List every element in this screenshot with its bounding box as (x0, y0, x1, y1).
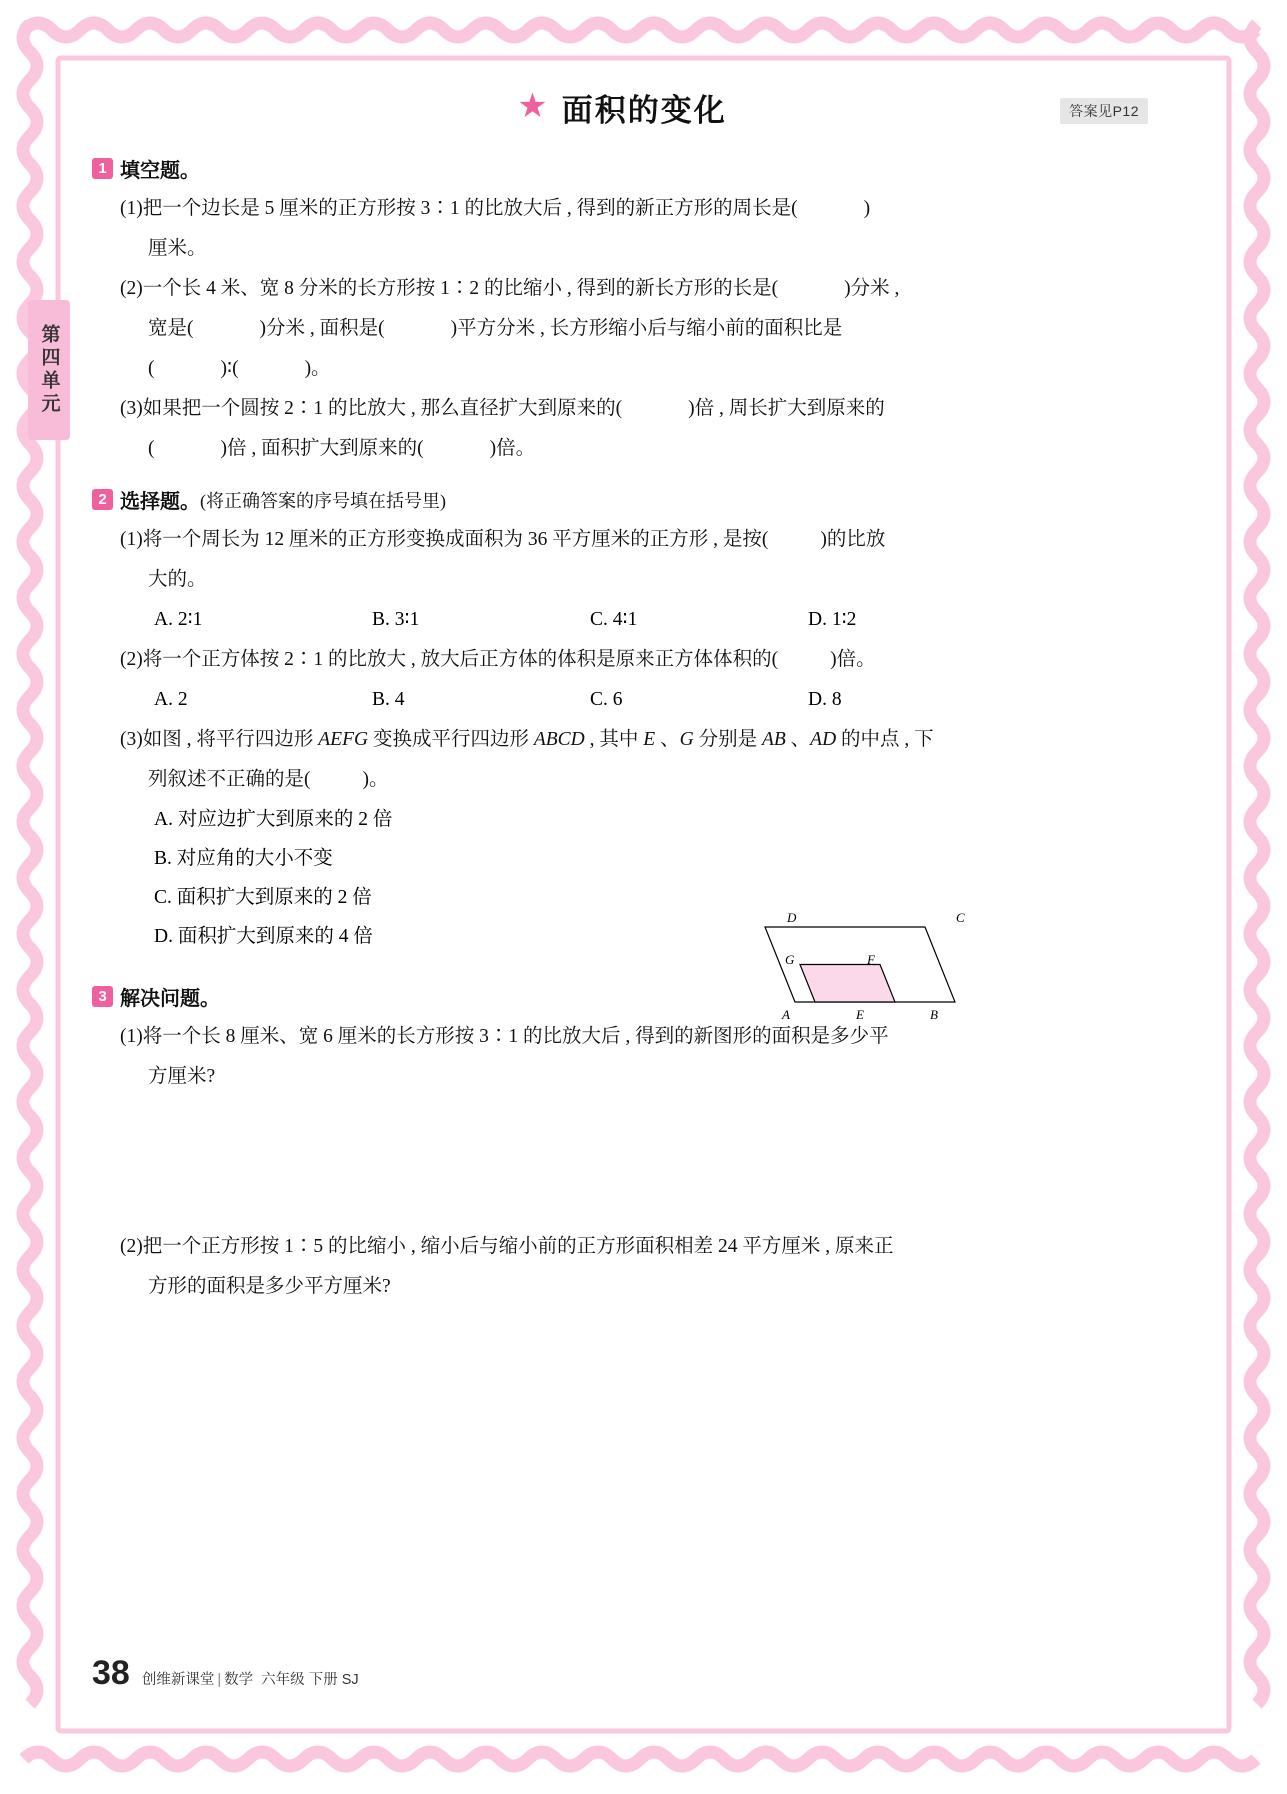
q2-2-text-b: )倍。 (830, 649, 876, 670)
question-2-1-options (154, 600, 1152, 640)
q1-2-text-b: )分米 , (844, 278, 900, 299)
option-a[interactable]: A. 2 (154, 689, 188, 710)
option-d[interactable]: D. 1∶2 (808, 609, 857, 630)
page-number: 38 (92, 1654, 130, 1692)
parallelogram-graphic (760, 902, 970, 1022)
q2-3-text-k: )。 (362, 769, 389, 790)
question-2-2-options (154, 680, 1152, 720)
unit-tab (28, 300, 70, 440)
q2-3-seg-ad: AD (810, 729, 837, 750)
figure-label-D: D (787, 910, 797, 925)
q1-2-text-h: )。 (304, 358, 331, 379)
option-b[interactable]: B. 3∶1 (372, 609, 420, 630)
q1-1-text-a: (1)把一个边长是 5 厘米的正方形按 3∶1 的比放大后 , 得到的新正方形的周长是( (120, 198, 798, 219)
q1-3-text-c: ( (148, 438, 155, 459)
footer-brand: 创维新课堂 (141, 1672, 215, 1688)
option-d[interactable]: D. 面积扩大到原来的 4 倍 (154, 926, 373, 947)
figure-label-G: G (785, 952, 795, 967)
section-problem-solving (92, 982, 1152, 1457)
question-2-3-options (154, 800, 1152, 956)
answer-space-1[interactable] (92, 1097, 1152, 1227)
question-2-3-cont (148, 760, 1152, 800)
q2-3-text-a: (3)如图 , 将平行四边形 (120, 729, 319, 750)
q2-3-point-g: G (679, 729, 694, 750)
q2-3-figure-name-2: ABCD (533, 729, 585, 750)
option-d[interactable]: D. 8 (808, 689, 842, 710)
q2-3-text-c: , 其中 (584, 729, 644, 750)
question-2-2 (120, 640, 1152, 680)
option-a[interactable]: A. 对应边扩大到原来的 2 倍 (154, 809, 393, 830)
section-1-number: 1 (92, 158, 113, 179)
q3-1-text-a: (1)将一个长 8 厘米、宽 6 厘米的长方形按 3∶1 的比放大后 , 得到的新图形的面积是多少平 (120, 1026, 889, 1047)
question-1-3 (120, 389, 1152, 429)
section-2-title: 选择题。 (120, 491, 200, 513)
question-1-2-cont-2 (148, 349, 1152, 389)
section-3-title: 解决问题。 (120, 988, 220, 1010)
option-c[interactable]: C. 4∶1 (590, 609, 638, 630)
answer-reference-badge: 答案见P12 (1060, 98, 1148, 124)
section-1-title: 填空题。 (120, 160, 200, 182)
q1-2-text-g: )∶( (220, 358, 239, 379)
section-2-number: 2 (92, 489, 113, 510)
option-c[interactable]: C. 面积扩大到原来的 2 倍 (154, 887, 372, 908)
star-icon: ★ (517, 88, 548, 125)
question-3-2 (120, 1227, 1152, 1267)
section-3-number: 3 (92, 986, 113, 1007)
q1-1-text-c: 厘米。 (148, 238, 207, 259)
question-1-2 (120, 269, 1152, 309)
option-b[interactable]: B. 4 (372, 689, 405, 710)
section-multiple-choice (92, 485, 1152, 956)
section-2-heading (92, 485, 1152, 514)
answer-space-2[interactable] (92, 1307, 1152, 1457)
footer-grade: 六年级 下册 SJ (261, 1672, 359, 1688)
figure-label-A: A (782, 1007, 790, 1022)
q1-2-text-a: (2)一个长 4 米、宽 8 分米的长方形按 1∶2 的比缩小 , 得到的新长方形的长是( (120, 278, 779, 299)
parallelogram-figure (760, 902, 970, 1022)
unit-tab-label: 第四单元 (38, 324, 60, 416)
figure-label-E: E (856, 1007, 864, 1022)
q2-3-text-f: 分别是 (693, 729, 762, 750)
figure-label-C: C (956, 910, 965, 925)
question-1-2-cont-1 (148, 309, 1152, 349)
q1-2-text-d: )分米 , 面积是( (259, 318, 385, 339)
section-1-heading (92, 154, 1152, 183)
q1-3-text-e: )倍。 (489, 438, 536, 459)
q1-2-text-e: )平方分米 , 长方形缩小后与缩小前的面积比是 (450, 318, 843, 339)
q2-3-figure-name-1: AEFG (318, 729, 369, 750)
figure-label-F: F (867, 952, 875, 967)
q3-2-text-a: (2)把一个正方形按 1∶5 的比缩小 , 缩小后与缩小前的正方形面积相差 24 平方厘米 , 原来正 (120, 1236, 894, 1257)
footer-subject: 数学 (224, 1672, 254, 1688)
section-2-note: (将正确答案的序号填在括号里) (200, 490, 446, 511)
q2-1-text-b: )的比放 (820, 529, 886, 550)
option-a[interactable]: A. 2∶1 (154, 609, 203, 630)
q2-3-text-i: 的中点 , 下 (836, 729, 934, 750)
footer-info: 创维新课堂 | 数学 六年级 下册 SJ (141, 1672, 359, 1688)
q2-1-text-a: (1)将一个周长为 12 厘米的正方形变换成面积为 36 平方厘米的正方形 , 是按( (120, 529, 769, 550)
figure-label-B: B (930, 1007, 938, 1022)
question-2-3 (120, 720, 1152, 760)
q2-3-text-d: 、 (655, 729, 680, 750)
option-c[interactable]: C. 6 (590, 689, 623, 710)
q2-2-text-a: (2)将一个正方体按 2∶1 的比放大 , 放大后正方体的体积是原来正方体体积的( (120, 649, 779, 670)
q2-1-text-c: 大的。 (148, 569, 207, 590)
worksheet-content (92, 76, 1152, 1457)
section-3-heading (92, 982, 1152, 1011)
title-row (92, 76, 1152, 138)
question-2-1-cont (148, 560, 1152, 600)
q3-1-text-b: 方厘米? (148, 1066, 216, 1087)
q3-2-text-b: 方形的面积是多少平方厘米? (148, 1276, 391, 1297)
q1-3-text-b: )倍 , 周长扩大到原来的 (688, 398, 885, 419)
q1-1-text-b: ) (863, 198, 871, 219)
question-1-1-cont (148, 229, 1152, 269)
question-1-1 (120, 189, 1152, 229)
question-1-3-cont (148, 429, 1152, 469)
q2-3-seg-ab: AB (761, 729, 786, 750)
option-b[interactable]: B. 对应角的大小不变 (154, 848, 333, 869)
q1-3-text-a: (3)如果把一个圆按 2∶1 的比放大 , 那么直径扩大到原来的( (120, 398, 623, 419)
q2-3-point-e: E (643, 729, 656, 750)
question-2-1 (120, 520, 1152, 560)
q1-2-text-f: ( (148, 358, 155, 379)
question-3-1-cont (148, 1057, 1152, 1097)
page-footer (92, 1654, 359, 1693)
question-3-2-cont (148, 1267, 1152, 1307)
question-3-1 (120, 1017, 1152, 1057)
q2-3-text-j: 列叙述不正确的是( (148, 769, 311, 790)
q1-3-text-d: )倍 , 面积扩大到原来的( (220, 438, 424, 459)
q2-3-text-h: 、 (785, 729, 811, 750)
page-title: 面积的变化 (561, 92, 727, 128)
q1-2-text-c: 宽是( (148, 318, 194, 339)
q2-3-text-b: 变换成平行四边形 (368, 729, 534, 750)
section-fill-in-blank (92, 154, 1152, 469)
